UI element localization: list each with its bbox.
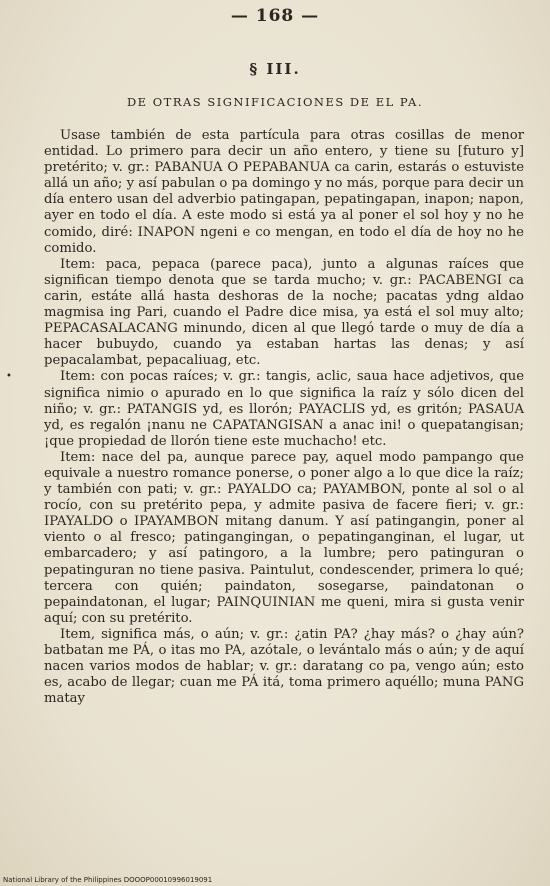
body-text — [44, 128, 524, 707]
paragraph: Item: paca, pepaca (parece paca), junto a algunas raíces que significan tiempo denota que se tarda mucho; v. gr.: PACABENGI ca carin, estáte allá hasta deshoras de la noche; pacatas ydng aldao magmisa ing Pari, cuando el Padre dice misa, ya está el sol muy alto; PEPACASALACANG minundo, dicen al que llegó tarde o muy de día a hacer bubuydo, cuando ya estaban hartas las denas; y así pepacalambat, pepacaliuag, etc. — [44, 256, 524, 369]
paragraph: Item: con pocas raíces; v. gr.: tangis, aclic, saua hace adjetivos, que significa nimio o apurado en lo que significa la raíz y sólo dicen del niño; v. gr.: PATANGIS yd, es llorón; PAYACLIS yd, es gritón; PASAUA yd, es regalón ¡nanu ne CAPATANGISAN a anac ini! o quepatangisan; ¡que propiedad de llorón tiene este muchacho! etc. — [44, 369, 524, 449]
margin-mark: • — [6, 371, 12, 382]
page-number: — 168 — — [230, 6, 320, 26]
footer-watermark: National Library of the Philippines DOOOP00010996019091 — [3, 876, 213, 884]
paragraph: Item: nace del pa, aunque parece pay, aquel modo pampango que equivale a nuestro romance ponerse, o poner algo a lo que dice la raíz; y también con pati; v. gr.: PAYALDO ca; PAYAMBON, ponte al sol o al rocío, con su pretérito pepa, y admite pasiva de facere fieri; v. gr.: IPAYALDO o IPAYAMBON mitang danum. Y así patingangin, poner al viento o al fresco; patingangingan, o pepatinganginan, el lugar, ut embarcadero; y así patingoro, a la lumbre; pero patinguran o pepatinguran no tiene pasiva. Paintulut, condescender, primera lo qué; tercera con quién; paindaton, sosegarse, paindatonan o pepaindatonan, el lugar; PAINQUINIAN me queni, mira si gusta venir aquí; con su pretérito. — [44, 449, 524, 626]
paragraph: Usase también de esta partícula para otras cosillas de menor entidad. Lo primero para decir un año entero, y tiene su [futuro y] pretérito; v. gr.: PABANUA O PEPABANUA ca carin, estarás o estuviste allá un año; y así pabulan o pa domingo y no más, porque para decir un día entero usan del adverbio patingapan, pepatingapan, inapon; napon, ayer en todo el día. A este modo si está ya al poner el sol hoy y no he comido, diré: INAPON ngeni e co mengan, en todo el día de hoy no he comido. — [44, 128, 524, 256]
paragraph: Item, significa más, o aún; v. gr.: ¿atin PA? ¿hay más? o ¿hay aún? batbatan me PÁ, o itas mo PA, azótale, o levántalo más o aún; y de aquí nacen varios modos de hablar; v. gr.: daratang co pa, vengo aún; esto es, acabo de llegar; cuan me PÁ itá, toma primero aquéllo; muna PANG matay — [44, 626, 524, 707]
section-heading: § III. — [249, 60, 301, 78]
section-subheading: DE OTRAS SIGNIFICACIONES DE EL PA. — [126, 95, 424, 109]
